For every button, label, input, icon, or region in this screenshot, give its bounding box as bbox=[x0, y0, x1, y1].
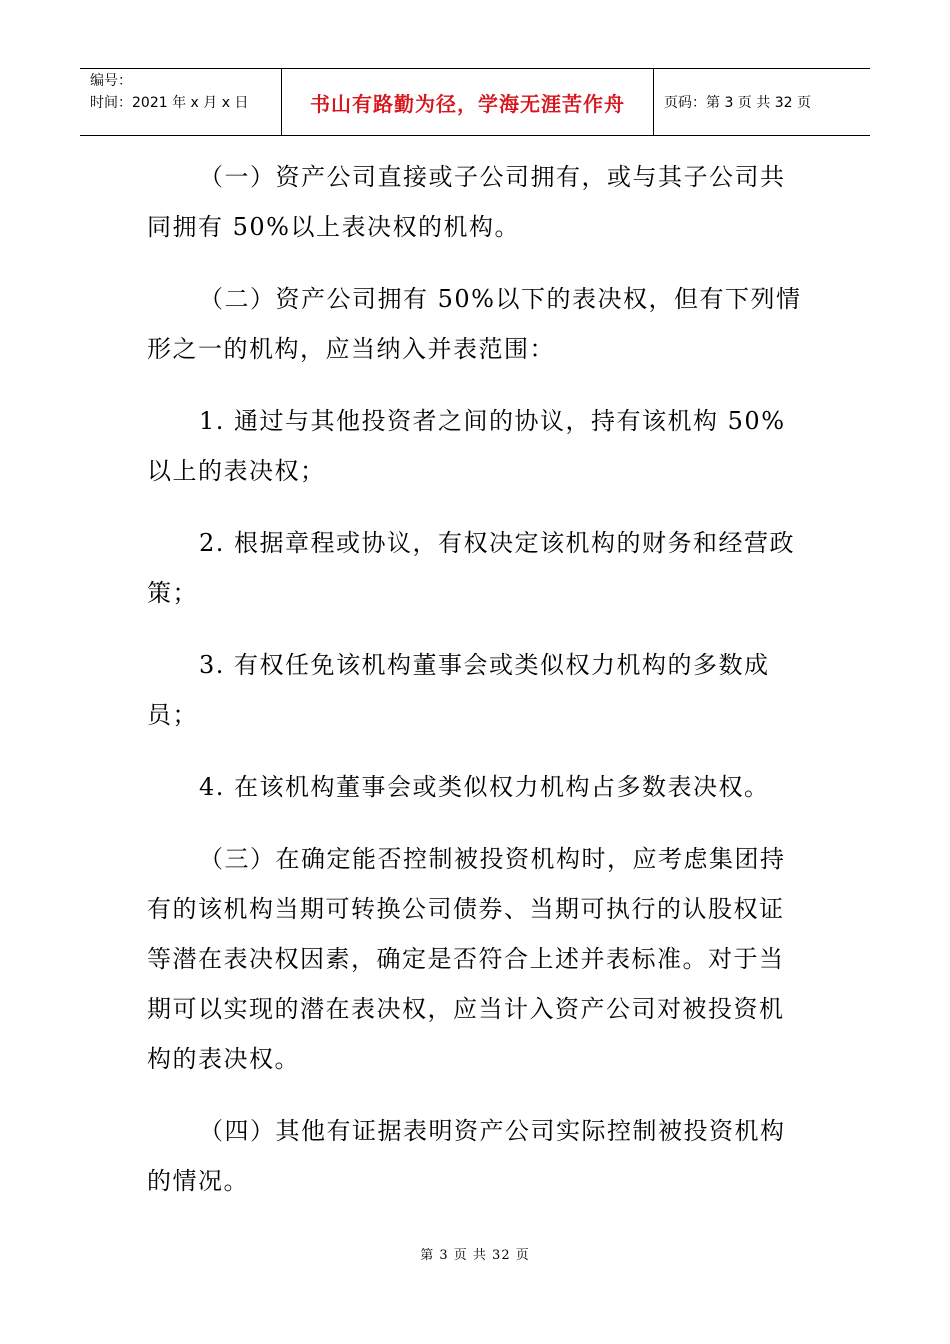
document-body bbox=[147, 152, 807, 1228]
page-footer: 第 3 页 共 32 页 bbox=[420, 1248, 530, 1263]
paragraph-3: （三）在确定能否控制被投资机构时，应考虑集团持有的该机构当期可转换公司债券、当期可执行的认股权证等潜在表决权因素，确定是否符合上述并表标准。对于当期可以实现的潜在表决权，应当计入资产公司对被投资机构的表决权。 bbox=[147, 845, 786, 1073]
paragraph-2: （二）资产公司拥有 50%以下的表决权，但有下列情形之一的机构，应当纳入并表范围： bbox=[147, 285, 802, 363]
list-item-3: 3. 有权任免该机构董事会或类似权力机构的多数成员； bbox=[147, 651, 770, 729]
document-number-label: 编号： bbox=[90, 73, 132, 89]
list-item-1: 1. 通过与其他投资者之间的协议，持有该机构 50%以上的表决权； bbox=[147, 407, 786, 485]
header-page-info: 页码：第 3 页 共 32 页 bbox=[664, 95, 811, 111]
header-meta-cell bbox=[80, 69, 282, 135]
document-header bbox=[80, 68, 870, 136]
paragraph-1: （一）资产公司直接或子公司拥有，或与其子公司共同拥有 50%以上表决权的机构。 bbox=[147, 163, 786, 241]
header-motto: 书山有路勤为径，学海无涯苦作舟 bbox=[282, 69, 654, 135]
document-time-label: 时间：2021 年 x 月 x 日 bbox=[90, 95, 249, 111]
list-item-2: 2. 根据章程或协议，有权决定该机构的财务和经营政策； bbox=[147, 529, 796, 607]
list-item-4: 4. 在该机构董事会或类似权力机构占多数表决权。 bbox=[199, 773, 770, 801]
paragraph-4: （四）其他有证据表明资产公司实际控制被投资机构的情况。 bbox=[147, 1117, 786, 1195]
